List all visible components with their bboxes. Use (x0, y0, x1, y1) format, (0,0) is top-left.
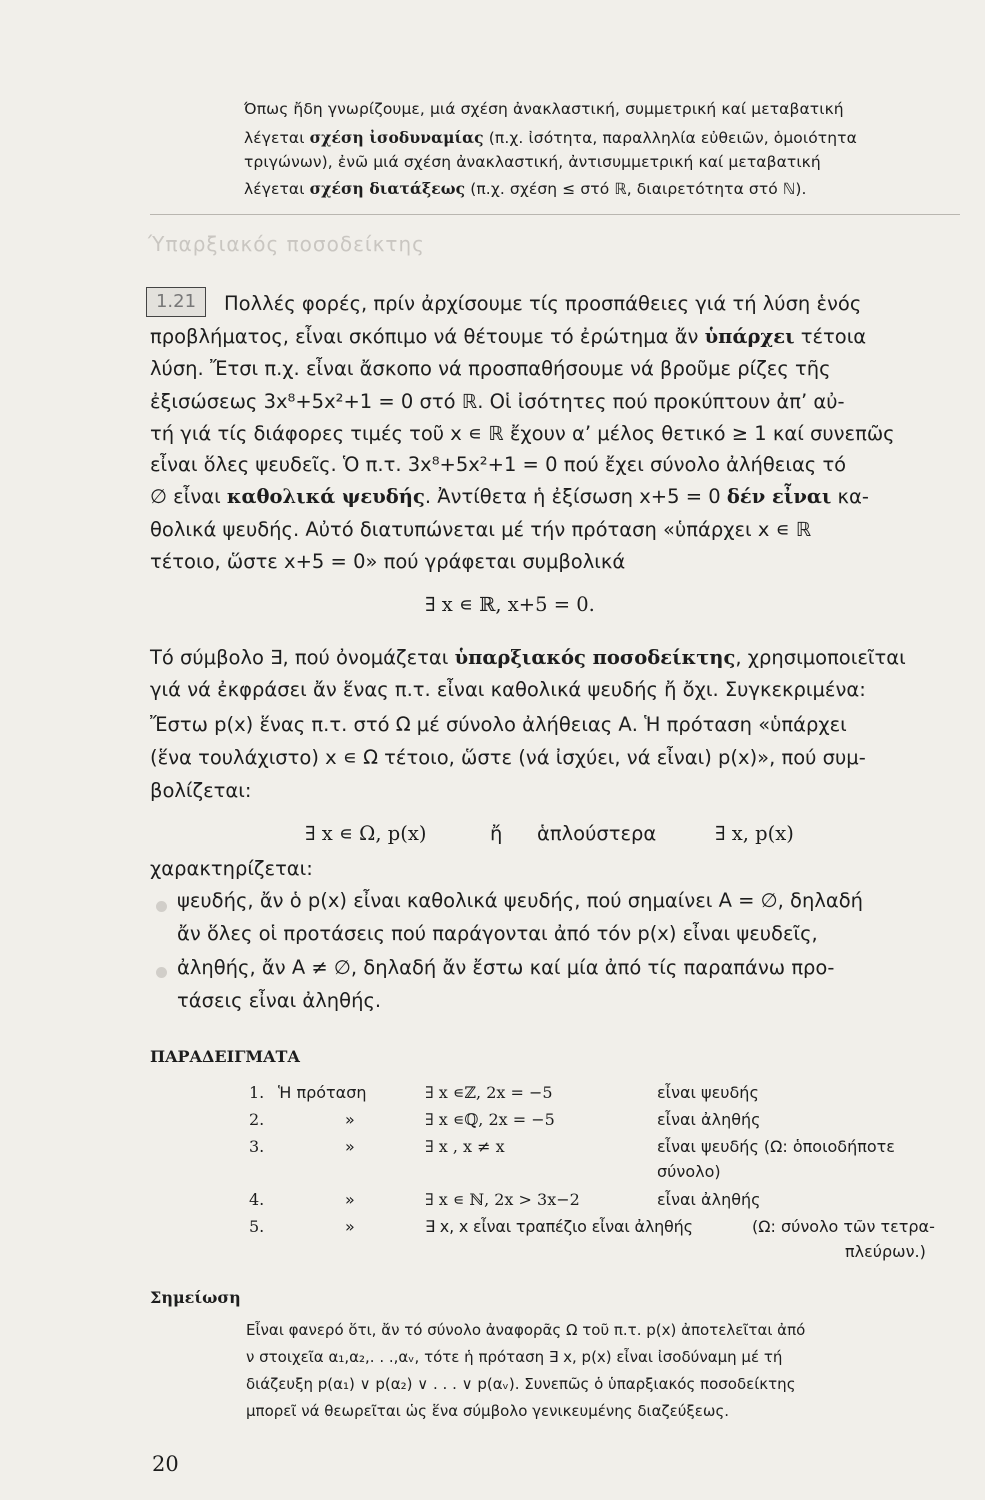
example-2-number: 2. (249, 1110, 265, 1129)
intro-line-3: τριγώνων), ἐνῶ μιά σχέση ἀνακλαστική, ἀντισυμμετρική καί μεταβατική (244, 153, 821, 171)
note-line-3: διάζευξη p(α₁) ∨ p(α₂) ∨ . . . ∨ p(αᵥ). Συνεπῶς ὁ ὑπαρξιακός ποσοδείκτης (246, 1375, 796, 1393)
example-2-lead: » (345, 1110, 355, 1129)
example-1-formula: ∃ x ∊ℤ, 2x = −5 (425, 1083, 553, 1102)
example-5-result-cont: πλεύρων.) (845, 1242, 926, 1261)
formula-exists-p-left: ∃ x ∊ Ω, p(x) (305, 822, 427, 845)
para2-line-5: βολίζεται: (150, 779, 252, 802)
section-divider (150, 214, 960, 215)
example-3-lead: » (345, 1137, 355, 1156)
example-5-lead: » (345, 1217, 355, 1236)
para2-line-1: Τό σύμβολο ∃, πού ὀνομάζεται ὑπαρξιακός ποσοδείκτης, χρησιμοποιεῖται (150, 646, 906, 669)
examples-title: ΠΑΡΑΔΕΙΓΜΑΤΑ (150, 1047, 300, 1066)
example-4-formula: ∃ x ∊ ℕ, 2x > 3x−2 (425, 1190, 580, 1209)
bullet-2-line-1: ἀληθής, ἄν Α ≠ ∅, δηλαδή ἄν ἔστω καί μία ἀπό τίς παραπάνω προ- (177, 956, 835, 979)
intro-line-4: λέγεται σχέση διατάξεως (π.χ. σχέση ≤ στό ℝ, διαιρετότητα στό ℕ). (244, 179, 807, 198)
formula-or: ἤ (490, 822, 503, 845)
note-line-4: μπορεῖ νά θεωρεῖται ὡς ἕνα σύμβολο γενικευμένης διαζεύξεως. (246, 1402, 730, 1420)
para1-line-5: τή γιά τίς διάφορες τιμές τοῦ x ∊ ℝ ἔχουν α’ μέλος θετικό ≥ 1 καί συνεπῶς (150, 422, 895, 445)
example-1-lead: Ἡ πρόταση (278, 1083, 367, 1102)
para2-line-4: (ἕνα τουλάχιστο) x ∊ Ω τέτοιο, ὥστε (νά ἰσχύει, νά εἶναι) p(x)», πού συμ- (150, 746, 866, 769)
formula-exists-x-plus-5: ∃ x ∊ ℝ, x+5 = 0. (425, 593, 595, 616)
page-number: 20 (152, 1452, 179, 1476)
para1-line-2: προβλήματος, εἶναι σκόπιμο νά θέτουμε τό ἐρώτημα ἄν ὑπάρχει τέτοια (150, 325, 867, 348)
para1-line-1: Πολλές φορές, πρίν ἀρχίσουμε τίς προσπάθειες γιά τή λύση ἑνός (224, 292, 862, 315)
bullet-dot-2 (156, 967, 167, 978)
section-title: Ύπαρξιακός ποσοδείκτης (148, 232, 425, 256)
example-4-number: 4. (249, 1190, 265, 1209)
para1-line-9: τέτοιο, ὥστε x+5 = 0» πού γράφεται συμβολικά (150, 550, 626, 573)
bullet-2-line-2: τάσεις εἶναι ἀληθής. (177, 989, 382, 1012)
example-3-number: 3. (249, 1137, 265, 1156)
example-4-result: εἶναι ἀληθής (657, 1190, 761, 1209)
example-2-formula: ∃ x ∊ℚ, 2x = −5 (425, 1110, 555, 1129)
bullet-dot-1 (156, 901, 167, 912)
para1-line-4: ἐξισώσεως 3x⁸+5x²+1 = 0 στό ℝ. Οἱ ἰσότητες πού προκύπτουν ἀπ’ αὐ- (150, 390, 845, 413)
example-1-number: 1. (249, 1083, 265, 1102)
paragraph-number-box: 1.21 (146, 287, 206, 317)
example-4-lead: » (345, 1190, 355, 1209)
formula-simpler-label: ἁπλούστερα (537, 822, 657, 845)
note-line-1: Εἶναι φανερό ὅτι, ἄν τό σύνολο ἀναφορᾶς Ω τοῦ π.τ. p(x) ἀποτελεῖται ἀπό (246, 1321, 806, 1339)
note-line-2: ν στοιχεῖα α₁,α₂,. . .,αᵥ, τότε ἡ πρόταση ∃ x, p(x) εἶναι ἰσοδύναμη μέ τή (246, 1348, 783, 1366)
para2-line-2: γιά νά ἐκφράσει ἄν ἕνας π.τ. εἶναι καθολικά ψευδής ἤ ὄχι. Συγκεκριμένα: (150, 678, 866, 701)
example-3-formula: ∃ x , x ≠ x (425, 1137, 505, 1156)
example-1-result: εἶναι ψευδής (657, 1083, 759, 1102)
note-title: Σημείωση (150, 1288, 241, 1307)
example-3-result: εἶναι ψευδής (Ω: ὁποιοδήποτε (657, 1137, 895, 1156)
example-3-result-cont: σύνολο) (657, 1162, 721, 1181)
example-5-result: (Ω: σύνολο τῶν τετρα- (752, 1217, 935, 1236)
characterized-label: χαρακτηρίζεται: (150, 857, 313, 880)
example-2-result: εἶναι ἀληθής (657, 1110, 761, 1129)
example-5-number: 5. (249, 1217, 265, 1236)
intro-line-1: Όπως ἤδη γνωρίζουμε, μιά σχέση ἀνακλαστική, συμμετρική καί μεταβατική (244, 100, 844, 118)
bullet-1-line-2: ἄν ὅλες οἱ προτάσεις πού παράγονται ἀπό τόν p(x) εἶναι ψευδεῖς, (177, 922, 818, 945)
bullet-1-line-1: ψευδής, ἄν ὁ p(x) εἶναι καθολικά ψευδής, πού σημαίνει Α = ∅, δηλαδή (177, 889, 864, 912)
para1-line-8: θολικά ψευδής. Αὐτό διατυπώνεται μέ τήν πρόταση «ὑπάρχει x ∊ ℝ (150, 518, 812, 541)
intro-line-2: λέγεται σχέση ἰσοδυναμίας (π.χ. ἰσότητα, παραλληλία εὐθειῶν, ὁμοιότητα (244, 128, 857, 147)
para2-line-3: Ἔστω p(x) ἕνας π.τ. στό Ω μέ σύνολο ἀλήθειας Α. Ἡ πρόταση «ὑπάρχει (150, 713, 847, 736)
para1-line-7: ∅ εἶναι καθολικά ψευδής. Ἀντίθετα ἡ ἐξίσωση x+5 = 0 δέν εἶναι κα- (150, 485, 869, 508)
formula-exists-p-right: ∃ x, p(x) (715, 822, 794, 845)
para1-line-3: λύση. Ἔτσι π.χ. εἶναι ἄσκοπο νά προσπαθήσουμε νά βροῦμε ρίζες τῆς (150, 357, 831, 380)
para1-line-6: εἶναι ὅλες ψευδεῖς. Ὁ π.τ. 3x⁸+5x²+1 = 0 πού ἔχει σύνολο ἀλήθειας τό (150, 453, 847, 476)
example-5-formula: ∃ x, x εἶναι τραπέζιο εἶναι ἀληθής (425, 1217, 693, 1236)
